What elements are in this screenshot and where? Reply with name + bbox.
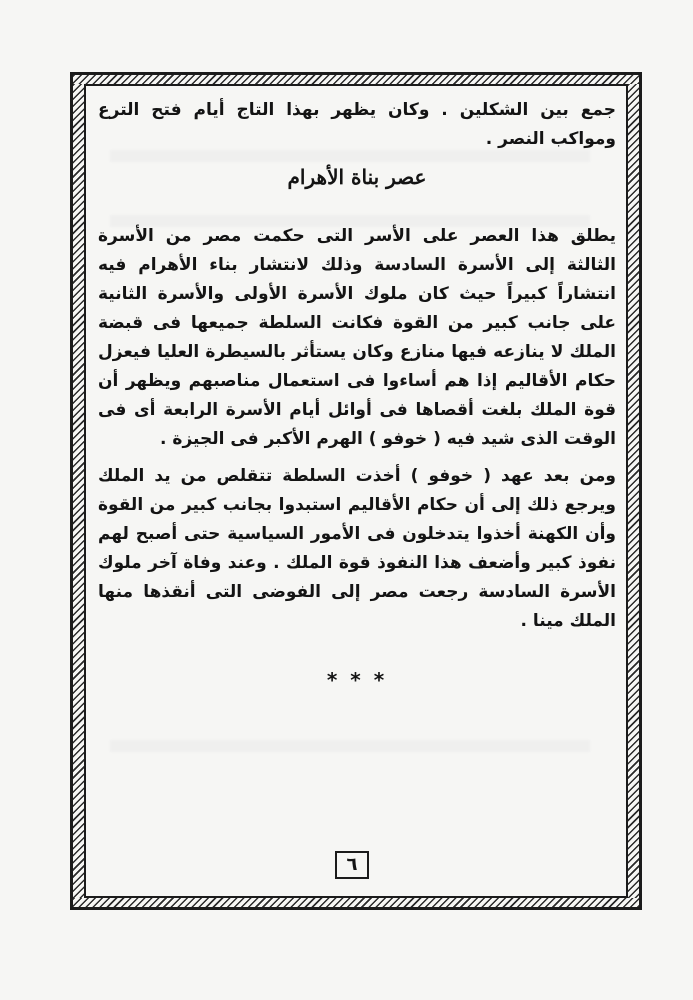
section-separator: * * * <box>326 668 388 692</box>
page-content <box>98 96 616 695</box>
page-number: ٦ <box>335 851 369 879</box>
section-heading: عصر بناة الأهرام <box>287 165 427 189</box>
intro-paragraph: جمع بين الشكلين . وكان يظهر بهذا التاج أيام فتح الترع ومواكب النصر . <box>98 100 616 149</box>
body-paragraph-1: يطلق هذا العصر على الأسر التى حكمت مصر من الأسرة الثالثة إلى الأسرة السادسة وذلك لانتشار بناء الأهرام فيه انتشاراً كبيراً حيث كان ملوك الأسرة الأولى والأسرة الثانية على جانب كبير من القوة فكانت السلطة جميعها فى قبضة الملك لا ينازعه فيها منازع وكان يستأثر بالسيطرة العليا فيعزل حكام الأقاليم إذا هم أساءوا فى استعمال مناصبهم ويظهر أن قوة الملك بلغت أقصاها فى أوائل أيام الأسرة الرابعة أى فى الوقت الذى شيد فيه ( خوفو ) الهرم الأكبر فى الجيزة . <box>98 226 616 449</box>
body-paragraph-2: ومن بعد عهد ( خوفو ) أخذت السلطة تتقلص من يد الملك ويرجع ذلك إلى أن حكام الأقاليم استبدوا بجانب كبير من القوة وأن الكهنة أخذوا يتدخلون فى الأمور السياسية حتى أصبح لهم نفوذ كبير وأضعف هذا النفوذ قوة الملك . وعند وفاة آخر ملوك الأسرة السادسة رجعت مصر إلى الفوضى التى أنقذها منها الملك مينا . <box>98 466 616 631</box>
